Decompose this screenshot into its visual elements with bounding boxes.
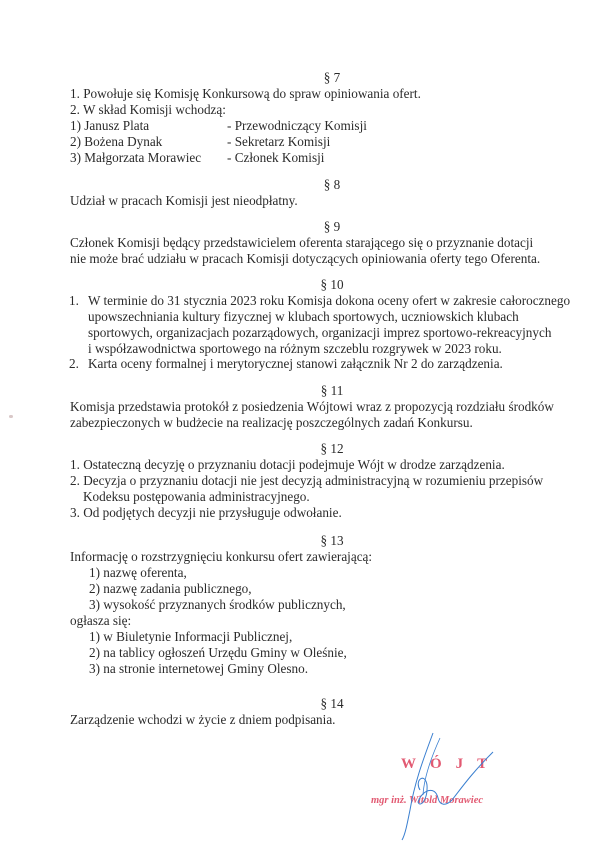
section-13-intro: Informację o rozstrzygnięciu konkursu ofert zawierającą: <box>70 549 373 564</box>
section-9-heading: § 9 <box>323 219 341 234</box>
section-10-heading: § 10 <box>320 277 344 292</box>
scan-speck <box>9 415 13 418</box>
section-13-channel-item: 1) w Biuletynie Informacji Publicznej, <box>89 629 293 644</box>
section-14-heading: § 14 <box>320 696 344 711</box>
member-role: - Sekretarz Komisji <box>227 134 331 149</box>
section-7-line-2: 2. W skład Komisji wchodzą: <box>70 102 226 117</box>
section-13-content-item: 3) wysokość przyznanych środków publicznych, <box>89 597 346 612</box>
section-11-heading: § 11 <box>320 383 344 398</box>
section-13-channel-item: 3) na stronie internetowej Gminy Olesno. <box>89 661 309 676</box>
member-name: 2) Bożena Dynak <box>70 134 163 149</box>
section-10-item-1-line: W terminie do 31 stycznia 2023 roku Komisja dokona oceny ofert w zakresie całorocznego <box>88 293 571 308</box>
section-11-line: zabezpieczonych w budżecie na realizację poszczególnych zadań Konkursu. <box>70 415 473 430</box>
member-name: 3) Małgorzata Morawiec <box>70 150 202 165</box>
section-13-announce: ogłasza się: <box>70 613 132 628</box>
section-12-line: Kodeksu postępowania administracyjnego. <box>83 489 310 504</box>
section-7-heading: § 7 <box>323 70 341 85</box>
section-14-text: Zarządzenie wchodzi w życie z dniem podpisania. <box>70 712 336 727</box>
list-number: 2. <box>69 356 79 371</box>
list-number: 1. <box>69 293 79 308</box>
section-12-line: 1. Ostateczną decyzję o przyznaniu dotacji podejmuje Wójt w drodze zarządzenia. <box>70 457 505 472</box>
section-7-line-1: 1. Powołuje się Komisję Konkursową do spraw opiniowania ofert. <box>70 86 421 101</box>
section-13-content-item: 1) nazwę oferenta, <box>89 565 187 580</box>
section-9-line: nie może brać udziału w pracach Komisji dotyczących opiniowania oferty tego Oferenta. <box>70 251 541 266</box>
member-name: 1) Janusz Plata <box>70 118 150 133</box>
section-12-line: 2. Decyzja o przyznaniu dotacji nie jest decyzją administracyjną w rozumieniu przepisów <box>70 473 544 488</box>
stamp-title: WÓJT <box>401 756 502 772</box>
section-11-line: Komisja przedstawia protokół z posiedzenia Wójtowi wraz z propozycją rozdziału środków <box>70 399 554 414</box>
signature-icon <box>380 730 530 845</box>
section-10-item-1-line: upowszechniania kultury fizycznej w klubach sportowych, uczniowskich klubach <box>88 309 519 324</box>
section-10-item-1-line: sportowych, organizacjach pozarządowych, organizacji imprez sportowo-rekreacyjnych <box>88 325 552 340</box>
section-9-line: Członek Komisji będący przedstawicielem oferenta starającego się o przyznanie dotacji <box>70 235 534 250</box>
section-10-item-2: Karta oceny formalnej i merytorycznej stanowi załącznik Nr 2 do zarządzenia. <box>88 356 503 371</box>
member-role: - Przewodniczący Komisji <box>227 118 367 133</box>
section-13-heading: § 13 <box>320 533 344 548</box>
section-12-heading: § 12 <box>320 441 344 456</box>
section-8-text: Udział w pracach Komisji jest nieodpłatny. <box>70 193 298 208</box>
stamp-name: mgr inż. Witold Morawiec <box>371 795 484 806</box>
section-8-heading: § 8 <box>323 177 341 192</box>
member-role: - Członek Komisji <box>227 150 325 165</box>
section-10-item-1-line: i współzawodnictwa sportowego na różnym szczeblu rozgrywek w 2023 roku. <box>88 341 502 356</box>
section-12-line: 3. Od podjętych decyzji nie przysługuje odwołanie. <box>70 505 342 520</box>
section-13-channel-item: 2) na tablicy ogłoszeń Urzędu Gminy w Oleśnie, <box>89 645 347 660</box>
section-13-content-item: 2) nazwę zadania publicznego, <box>89 581 252 596</box>
